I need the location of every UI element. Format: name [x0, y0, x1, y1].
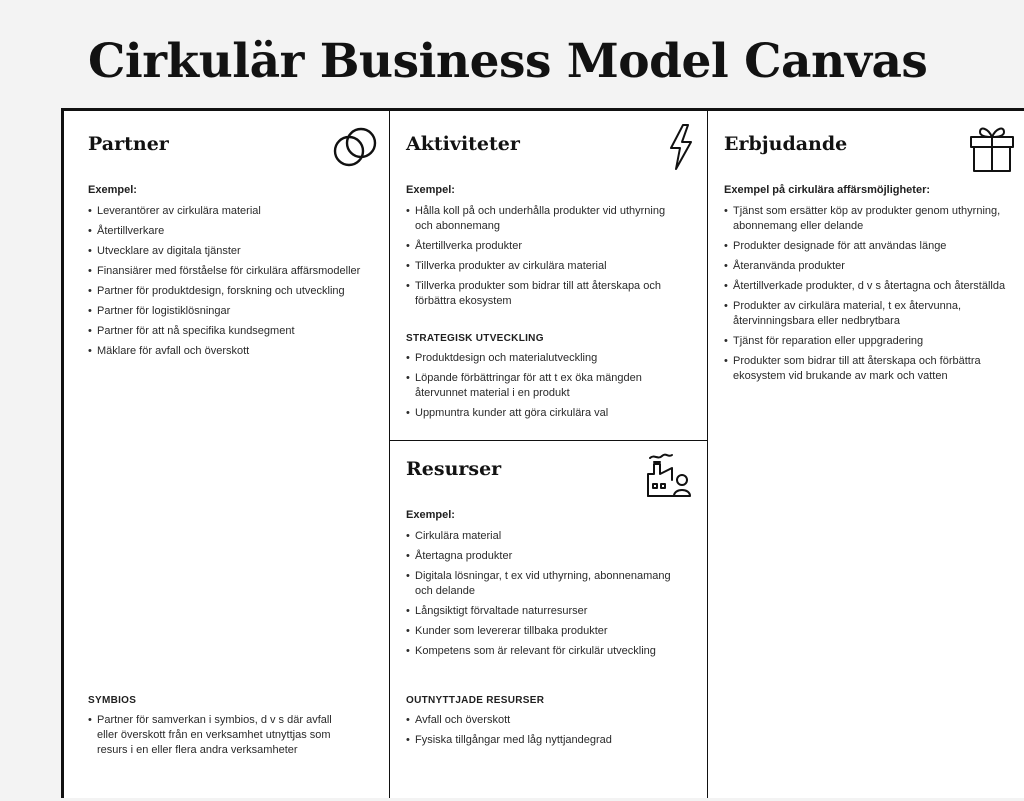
factory-person-icon	[644, 450, 694, 500]
outnyttjade-resurser-list	[406, 713, 676, 753]
erbjudande-heading: Erbjudande	[724, 133, 848, 155]
list-item: • Kompetens som är relevant för cirkulär utveckling	[406, 644, 676, 659]
list-item: • Återtillverkare	[88, 224, 378, 239]
list-item: • Partner för logistiklösningar	[88, 304, 378, 319]
linked-rings-icon	[330, 123, 380, 173]
aktiviteter-heading: Aktiviteter	[406, 133, 520, 155]
list-item: • Tjänst som ersätter köp av produkter genom uthyrning, abonnemang eller delande	[724, 204, 1014, 234]
list-item: • Tillverka produkter av cirkulära material	[406, 259, 676, 274]
list-item: • Leverantörer av cirkulära material	[88, 204, 378, 219]
list-item: • Digitala lösningar, t ex vid uthyrning, abonnenamang och delande	[406, 569, 676, 599]
aktiviteter-panel	[390, 111, 707, 440]
list-item: • Kunder som levererar tillbaka produkter	[406, 624, 676, 639]
list-item: • Cirkulära material	[406, 529, 676, 544]
page-title: Cirkulär Business Model Canvas	[88, 34, 928, 89]
lightning-bolt-icon	[668, 123, 694, 171]
list-item: • Långsiktigt förvaltade naturresurser	[406, 604, 676, 619]
list-item: • Löpande förbättringar för att t ex öka mängden återvunnet material i en produkt	[406, 371, 676, 401]
strategisk-utveckling-list	[406, 351, 676, 426]
list-item: • Återtillverkade produkter, d v s återtagna och återställda	[724, 279, 1014, 294]
symbios-list	[88, 713, 340, 763]
resurser-list	[406, 529, 676, 664]
aktiviteter-examples-label: Exempel:	[406, 184, 455, 196]
list-item: • Uppmuntra kunder att göra cirkulära val	[406, 406, 676, 421]
resurser-heading: Resurser	[406, 458, 502, 480]
list-item: • Finansiärer med förståelse för cirkulära affärsmodeller	[88, 264, 378, 279]
list-item: • Partner för att nå specifika kundsegment	[88, 324, 378, 339]
list-item: • Produkter som bidrar till att återskapa och förbättra ekosystem vid brukande av mark och vatten	[724, 354, 1014, 384]
list-item: • Tillverka produkter som bidrar till att återskapa och förbättra ekosystem	[406, 279, 676, 309]
resurser-panel	[390, 441, 707, 801]
resurser-examples-label: Exempel:	[406, 509, 455, 521]
erbjudande-panel	[708, 111, 1024, 801]
list-item: • Produkter av cirkulära material, t ex återvunna, återvinningsbara eller nedbrytbara	[724, 299, 1014, 329]
list-item: • Hålla koll på och underhålla produkter vid uthyrning och abonnemang	[406, 204, 676, 234]
erbjudande-list	[724, 204, 1014, 389]
list-item: • Partner för samverkan i symbios, d v s där avfall eller överskott från en verksamhet utnyttjas som resurs i en eller flera andra verksamheter	[88, 713, 340, 758]
outnyttjade-resurser-label: OUTNYTTJADE RESURSER	[406, 695, 545, 706]
canvas-grid	[61, 108, 1024, 798]
partner-examples-label: Exempel:	[88, 184, 137, 196]
strategisk-utveckling-label: STRATEGISK UTVECKLING	[406, 333, 544, 344]
list-item: • Produktdesign och materialutveckling	[406, 351, 676, 366]
list-item: • Tjänst för reparation eller uppgradering	[724, 334, 1014, 349]
partner-list	[88, 204, 378, 364]
list-item: • Partner för produktdesign, forskning och utveckling	[88, 284, 378, 299]
list-item: • Produkter designade för att användas länge	[724, 239, 1014, 254]
list-item: • Avfall och överskott	[406, 713, 676, 728]
aktiviteter-list	[406, 204, 676, 314]
list-item: • Återtillverka produkter	[406, 239, 676, 254]
list-item: • Återtagna produkter	[406, 549, 676, 564]
list-item: • Utvecklare av digitala tjänster	[88, 244, 378, 259]
list-item: • Fysiska tillgångar med låg nyttjandegrad	[406, 733, 676, 748]
partner-panel	[64, 111, 389, 801]
list-item: • Mäklare för avfall och överskott	[88, 344, 378, 359]
list-item: • Återanvända produkter	[724, 259, 1014, 274]
symbios-label: SYMBIOS	[88, 695, 137, 706]
erbjudande-examples-label: Exempel på cirkulära affärsmöjligheter:	[724, 184, 931, 196]
gift-box-icon	[968, 122, 1016, 174]
partner-heading: Partner	[88, 133, 169, 155]
